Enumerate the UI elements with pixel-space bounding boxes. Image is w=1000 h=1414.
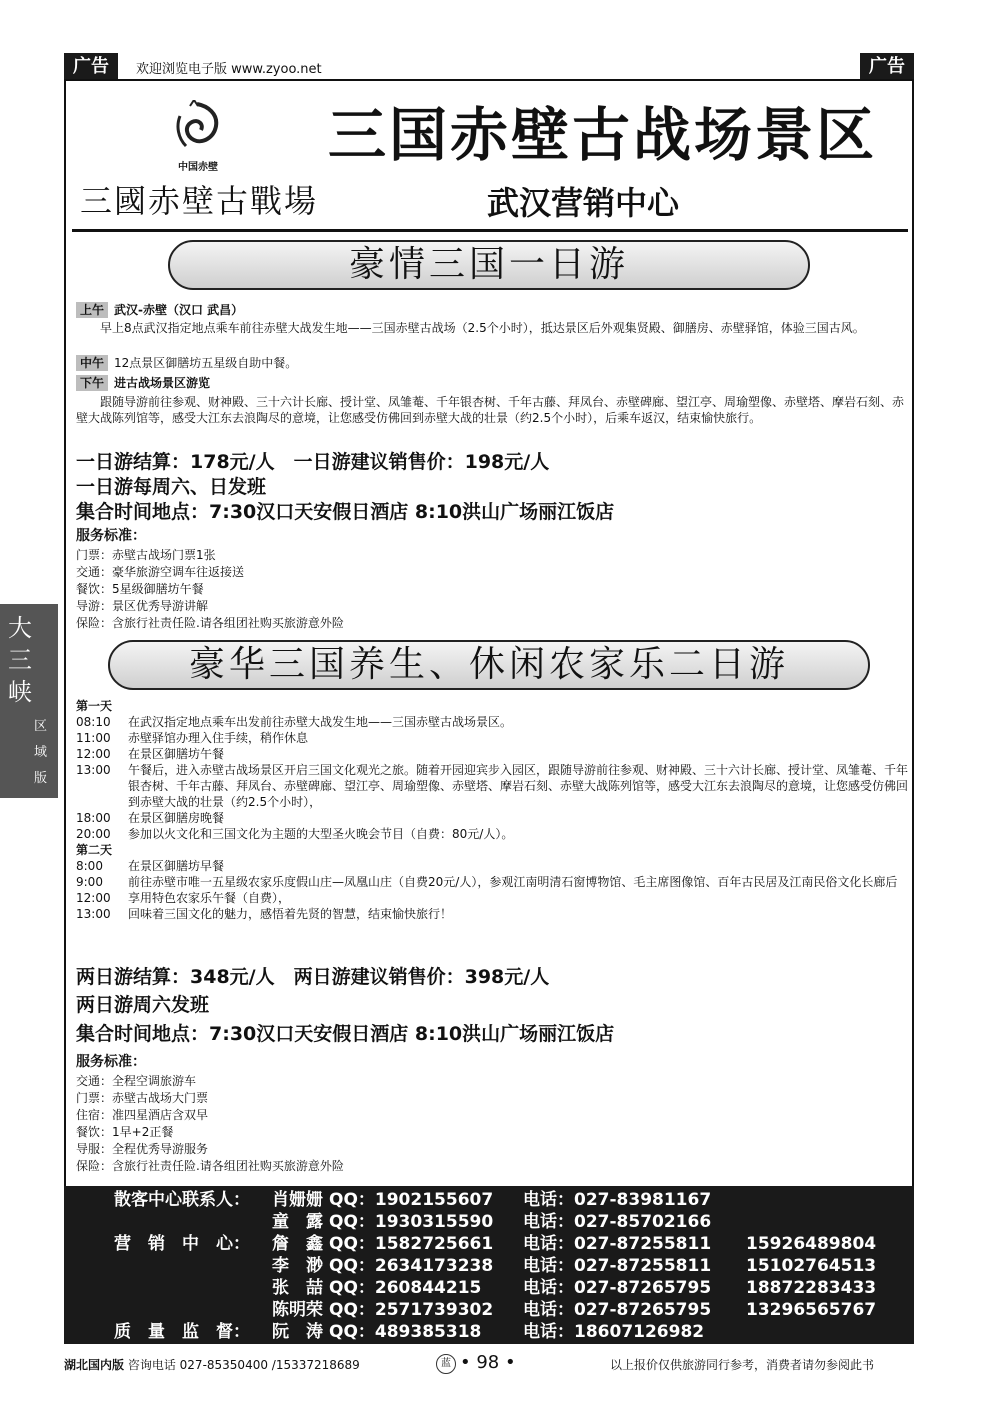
ad-tag-right: 广告 [860, 53, 914, 81]
footer-disclaimer: 以上报价仅供旅游同行参考，消费者请勿参阅此书 [610, 1358, 875, 1372]
tour2-service-title: 服务标准： [76, 1054, 146, 1070]
service-item: 住宿：准四星酒店含双早 [76, 1108, 209, 1122]
service-item: 门票：赤壁古战场大门票 [76, 1091, 209, 1105]
calligraphy-title: 三國赤壁古戰場 [80, 182, 319, 220]
schedule-row: 13:00 午餐后，进入赤壁古战场景区开启三国文化观光之旅。随着开园迎宾步入园区，跟随导游前往参观、财神殿、三十六计长廊、授计堂、凤雏菴、千年银杏树、千年古藤、拜凤台、赤壁碑廊、望江亭、周瑜塑像、赤壁塔、摩岩石刻、赤壁大战陈列馆等，感受大江东去浪陶尽的意境，让您感受仿佛回到赤壁大战的壮景（约2.5个小时）， [76, 763, 909, 809]
schedule-row: 9:00 前往赤壁市唯一五星级农家乐度假山庄—凤凰山庄（自费20元/人），参观江南明清石窗博物馆、毛主席图像馆、百年古民居及江南民俗文化长廊后 [76, 875, 898, 889]
side-tab-small: 区域版 [34, 719, 48, 786]
noon-label: 中午 [76, 355, 108, 371]
service-item: 导游：景区优秀导游讲解 [76, 599, 209, 613]
tour2-day1 [76, 698, 911, 922]
contact-row: 李 渺 QQ：2634173238 电话：027-87255811 15102764513 [272, 1256, 877, 1276]
contact-row: 童 露 QQ：1930315590 电话：027-85702166 [272, 1212, 712, 1232]
tour2-schedule: 两日游周六发班 [76, 994, 210, 1016]
footer-edition: 湖北国内版 [64, 1358, 125, 1372]
service-item: 餐饮：1早+2正餐 [76, 1125, 174, 1139]
service-item: 保险：含旅行社责任险.请各组团社购买旅游意外险 [76, 616, 344, 630]
am-text: 早上8点武汉指定地点乘车前往赤壁大战发生地——三国赤壁古战场（2.5个小时），抵达景区后外观集贤殿、御膳房、赤壁驿馆，体验三国古风。 [100, 321, 865, 335]
tour1-pm [76, 375, 908, 391]
tour1-services [76, 547, 344, 632]
edition-badge: 蓝 [436, 1354, 456, 1374]
contacts-panel [64, 1186, 914, 1344]
schedule-row: 20:00 参加以火文化和三国文化为主题的大型圣火晚会节目（自费：80元/人）。 [76, 827, 514, 841]
schedule-row: 13:00 回味着三国文化的魅力，感悟着先贤的智慧，结束愉快旅行！ [76, 907, 453, 921]
dragon-logo-icon [168, 100, 226, 162]
schedule-row: 11:00 赤壁驿馆办理入住手续，稍作休息 [76, 731, 309, 745]
service-item: 餐饮：5星级御膳坊午餐 [76, 582, 204, 596]
title-divider [72, 229, 908, 232]
am-title: 武汉-赤壁（汉口 武昌） [114, 303, 244, 317]
footer-left [64, 1356, 360, 1373]
service-item: 门票：赤壁古战场门票1张 [76, 548, 216, 562]
tour1-am [76, 302, 908, 318]
tour1-meet: 集合时间地点：7:30汉口天安假日酒店 8:10洪山广场丽江饭店 [76, 501, 615, 523]
welcome-text: 欢迎浏览电子版 www.zyoo.net [136, 62, 322, 77]
service-item: 交通：豪华旅游空调车往返接送 [76, 565, 245, 579]
day1-title: 第一天 [76, 699, 113, 713]
seal-text: 中国赤壁 [178, 162, 218, 173]
ad-tag-left: 广告 [64, 53, 118, 81]
page-number: • 98 • [460, 1352, 516, 1373]
schedule-row: 08:10 在武汉指定地点乘车出发前往赤壁大战发生地——三国赤壁古战场景区。 [76, 715, 513, 729]
tour2-price: 两日游结算：348元/人 两日游建议销售价：398元/人 [76, 966, 550, 988]
tour2-services [76, 1073, 344, 1175]
page-subtitle: 武汉营销中心 [487, 184, 680, 222]
side-tab [0, 604, 58, 798]
contact-row: 营 销 中 心： 詹 鑫 QQ：1582725661 电话：027-87255811 15926489804 [114, 1234, 877, 1254]
tour1-service-title: 服务标准： [76, 528, 146, 544]
contact-row: 陈明荣 QQ：2571739302 电话：027-87265795 13296565767 [272, 1300, 877, 1320]
pm-label: 下午 [76, 375, 108, 391]
service-item: 导服：全程优秀导游服务 [76, 1142, 209, 1156]
day2-title: 第二天 [76, 843, 113, 857]
am-label: 上午 [76, 302, 108, 318]
schedule-row: 18:00 在景区御膳房晚餐 [76, 811, 225, 825]
contact-row: 张 喆 QQ：260844215 电话：027-87265795 18872283433 [272, 1278, 877, 1298]
page-title: 三国赤壁古战场景区 [328, 101, 878, 169]
tour2-banner: 豪华三国养生、休闲农家乐二日游 [108, 640, 870, 690]
contact-row: 质 量 监 督： 阮 涛 QQ：489385318 电话：18607126982 [114, 1322, 705, 1342]
side-tab-big: 大三峡 [8, 614, 32, 706]
footer-phone: 咨询电话 027-85350400 /15337218689 [127, 1358, 360, 1372]
tour1-banner: 豪情三国一日游 [168, 240, 810, 290]
service-item: 保险：含旅行社责任险.请各组团社购买旅游意外险 [76, 1159, 344, 1173]
tour2-meet: 集合时间地点：7:30汉口天安假日酒店 8:10洪山广场丽江饭店 [76, 1023, 615, 1045]
schedule-row: 12:00 享用特色农家乐午餐（自费）， [76, 891, 291, 905]
service-item: 交通：全程空调旅游车 [76, 1074, 197, 1088]
tour1-price: 一日游结算：178元/人 一日游建议销售价：198元/人 [76, 451, 550, 473]
schedule-row: 12:00 在景区御膳坊午餐 [76, 747, 225, 761]
schedule-row: 8:00 在景区御膳坊早餐 [76, 859, 225, 873]
contact-row: 散客中心联系人： 肖姗姗 QQ：1902155607 电话：027-83981167 [114, 1190, 712, 1210]
tour1-noon [76, 355, 908, 371]
tour1-schedule: 一日游每周六、日发班 [76, 476, 267, 498]
pm-text: 跟随导游前往参观、财神殿、三十六计长廊、授计堂、凤雏菴、千年银杏树、千年古藤、拜凤台、赤壁碑廊、望江亭、周瑜塑像、赤壁塔、摩岩石刻、赤壁大战陈列馆等，感受大江东去浪陶尽的意境，让您感受仿佛回到赤壁大战的壮景（约2.5个小时），后乘车返汉，结束愉快旅行。 [76, 395, 905, 425]
pm-title: 进古战场景区游览 [114, 376, 211, 390]
noon-text: 12点景区御膳坊五星级自助中餐。 [114, 356, 298, 370]
